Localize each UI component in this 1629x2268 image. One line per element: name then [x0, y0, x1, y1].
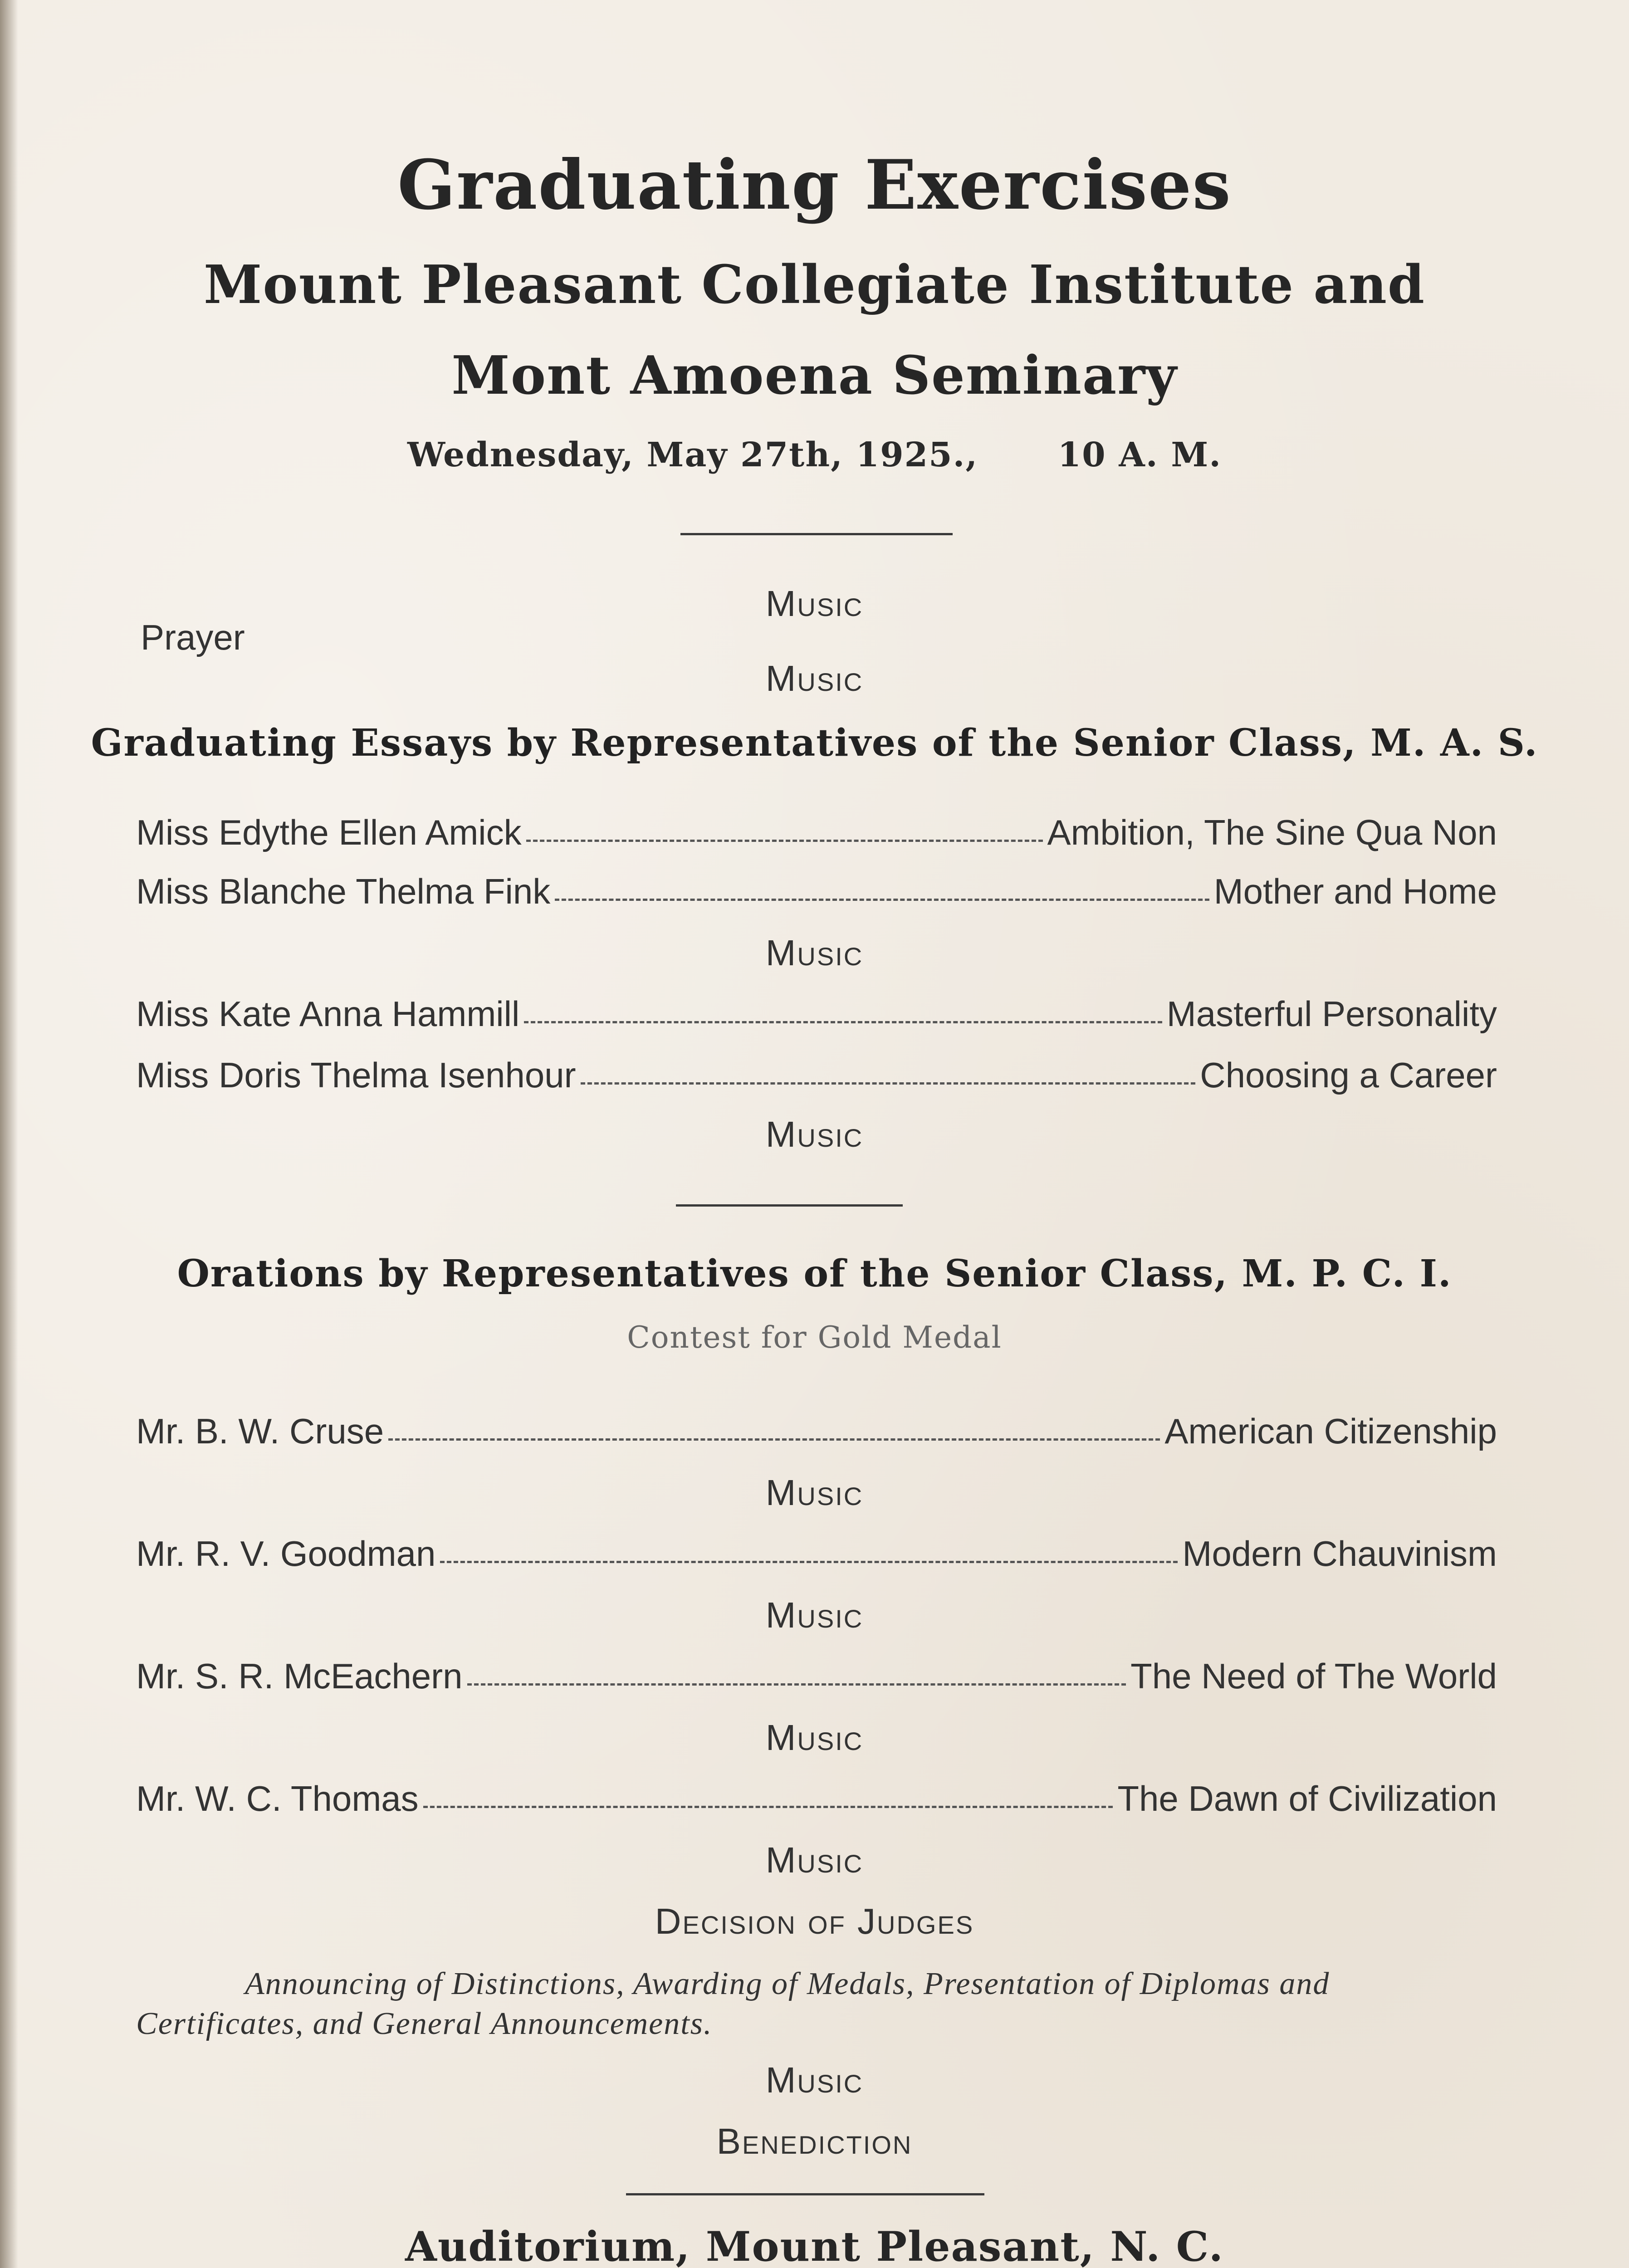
- essay-topic: Mother and Home: [1213, 871, 1497, 911]
- dot-leader: [388, 1438, 1160, 1441]
- music-item-1: Music: [765, 583, 864, 624]
- oration-speaker: Mr. B. W. Cruse: [136, 1411, 384, 1451]
- essay-row: [136, 1055, 1497, 1096]
- venue-line: Auditorium, Mount Pleasant, N. C.: [405, 2223, 1224, 2268]
- music-item-4: Music: [765, 1114, 864, 1154]
- music-item-2: Music: [765, 658, 864, 699]
- music-item-6: Music: [765, 1595, 864, 1635]
- essay-presenter: Miss Edythe Ellen Amick: [136, 812, 522, 852]
- institution-line-2: Mont Amoena Seminary: [451, 345, 1178, 406]
- music-item-7: Music: [765, 1717, 864, 1758]
- oration-row: [136, 1533, 1497, 1574]
- divider-middle: [676, 1204, 903, 1207]
- essay-row: [136, 812, 1497, 853]
- oration-row: [136, 1656, 1497, 1697]
- essay-presenter: Miss Kate Anna Hammill: [136, 994, 520, 1034]
- dot-leader: [555, 899, 1209, 901]
- essay-presenter: Miss Doris Thelma Isenhour: [136, 1055, 576, 1095]
- music-item-5: Music: [765, 1472, 864, 1513]
- orations-heading: Orations by Representatives of the Senior Class, M. P. C. I.: [177, 1252, 1452, 1295]
- essay-topic: Masterful Personality: [1166, 994, 1497, 1034]
- essay-topic: Ambition, The Sine Qua Non: [1047, 812, 1497, 852]
- announcements-paragraph: Announcing of Distinctions, Awarding of Medals, Presentation of Diplomas and Certificates, and General Announcements.: [136, 1966, 1330, 2041]
- oration-topic: The Dawn of Civilization: [1117, 1779, 1497, 1818]
- dot-leader: [526, 840, 1043, 842]
- music-item-9: Music: [765, 2060, 864, 2100]
- music-item-8: Music: [765, 1840, 864, 1880]
- essays-heading: Graduating Essays by Representatives of the Senior Class, M. A. S.: [91, 721, 1538, 765]
- oration-topic: The Need of The World: [1130, 1656, 1497, 1696]
- essay-topic: Choosing a Career: [1200, 1055, 1497, 1095]
- music-item-3: Music: [765, 933, 864, 973]
- oration-topic: Modern Chauvinism: [1182, 1534, 1497, 1574]
- essay-presenter: Miss Blanche Thelma Fink: [136, 871, 551, 911]
- essay-row: [136, 993, 1497, 1035]
- oration-topic: American Citizenship: [1164, 1411, 1497, 1451]
- dot-leader: [467, 1683, 1126, 1686]
- oration-speaker: Mr. W. C. Thomas: [136, 1779, 419, 1818]
- page-title: Graduating Exercises: [397, 145, 1232, 225]
- oration-row: [136, 1778, 1497, 1819]
- event-date: Wednesday, May 27th, 1925.,: [407, 435, 978, 474]
- contest-subheading: Contest for Gold Medal: [627, 1320, 1002, 1355]
- divider-top: [680, 533, 953, 535]
- prayer-item: Prayer: [141, 617, 245, 657]
- dot-leader: [423, 1806, 1113, 1808]
- dot-leader: [581, 1082, 1196, 1085]
- oration-row: [136, 1411, 1497, 1452]
- date-line: [0, 435, 1629, 474]
- oration-speaker: Mr. R. V. Goodman: [136, 1534, 436, 1574]
- essay-row: [136, 871, 1497, 912]
- decision-of-judges: Decision of Judges: [655, 1901, 974, 1941]
- oration-speaker: Mr. S. R. McEachern: [136, 1656, 463, 1696]
- dot-leader: [524, 1021, 1162, 1023]
- divider-bottom: [626, 2193, 984, 2195]
- benediction: Benediction: [716, 2121, 913, 2161]
- institution-line-1: Mount Pleasant Collegiate Institute and: [203, 254, 1426, 316]
- dot-leader: [440, 1561, 1178, 1563]
- event-time: 10 A. M.: [1057, 435, 1222, 474]
